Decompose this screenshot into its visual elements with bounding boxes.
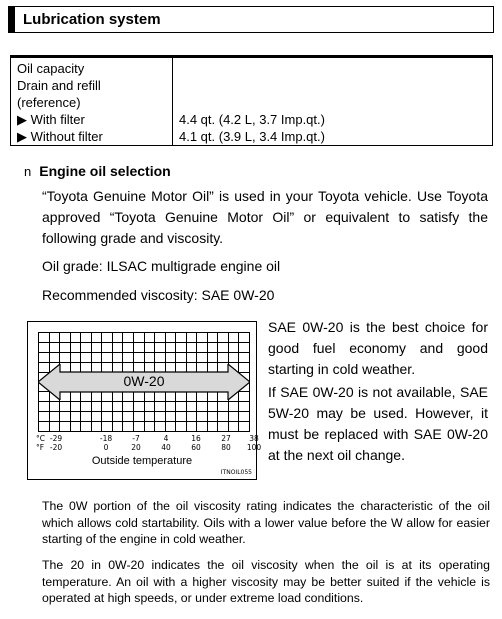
- heading-bullet: n: [24, 164, 32, 179]
- celsius-tick-label: -18: [99, 434, 113, 443]
- spec-label-cell: [11, 58, 173, 145]
- celsius-tick-label: 27: [221, 434, 231, 443]
- spec-value-without-filter: 4.1 qt. (3.9 L, 3.4 Imp.qt.): [179, 129, 325, 144]
- celsius-tick-label: 4: [163, 434, 169, 443]
- section-header: [8, 6, 494, 33]
- fahrenheit-tick-label: 60: [191, 443, 201, 452]
- fahrenheit-tick-label: 40: [161, 443, 171, 452]
- oil-viscosity-text: Recommended viscosity: SAE 0W-20: [42, 287, 275, 303]
- spec-label-line: Oil capacity: [17, 61, 85, 76]
- oil-grade-text: Oil grade: ILSAC multigrade engine oil: [42, 258, 281, 274]
- spec-label-with-filter: ▶ With filter: [17, 112, 85, 127]
- celsius-unit: °C: [36, 434, 45, 443]
- spec-label-line: (reference): [17, 95, 81, 110]
- temperature-scale: [36, 434, 262, 452]
- viscosity-arrow-label: 0W-20: [123, 373, 165, 389]
- oil-intro-paragraph: “Toyota Genuine Motor Oil” is used in your Toyota vehicle. Use Toyota approved “Toyota Genuine Motor Oil” or equivalent to satisfy the following grade and viscosity.: [42, 188, 488, 246]
- fahrenheit-row: [36, 443, 262, 452]
- section-title: Lubrication system: [23, 11, 161, 28]
- fahrenheit-unit: °F: [36, 443, 45, 452]
- diagram-code: ITNOIL055: [220, 469, 252, 476]
- celsius-tick-label: -7: [132, 434, 140, 443]
- viscosity-range-arrow: [38, 364, 250, 400]
- spec-value-with-filter: 4.4 qt. (4.2 L, 3.7 Imp.qt.): [179, 112, 325, 127]
- fahrenheit-tick-label: -20: [49, 443, 63, 452]
- diagram-caption: Outside temperature: [91, 455, 193, 467]
- celsius-tick-label: -29: [49, 434, 63, 443]
- section-header-bar: [9, 7, 15, 32]
- alternative-oil-paragraph: If SAE 0W-20 is not available, SAE 5W-20 may be used. However, it must be replaced with SAE 0W-20 at the next oil change.: [268, 384, 488, 463]
- fahrenheit-tick-label: 0: [103, 443, 109, 452]
- fahrenheit-tick-label: 80: [221, 443, 231, 452]
- heading-text: Engine oil selection: [39, 163, 171, 179]
- viscosity-temperature-diagram: [27, 321, 262, 480]
- celsius-tick-label: 38: [249, 434, 259, 443]
- spec-label-line: Drain and refill: [17, 78, 101, 93]
- cold-start-note: The 0W portion of the oil viscosity rating indicates the characteristic of the oil which allows cold startability. Oils with a lower value before the W allow for easier starting of the engine in cold weather.: [42, 499, 490, 546]
- celsius-tick-label: 16: [191, 434, 201, 443]
- spec-value-cell: [173, 58, 492, 145]
- oil-capacity-table: [10, 55, 493, 146]
- fahrenheit-tick-label: 100: [246, 443, 262, 452]
- engine-oil-heading: [24, 163, 171, 179]
- operating-viscosity-note: The 20 in 0W-20 indicates the oil viscosity when the oil is at its operating temperature. An oil with a higher viscosity may be better suited if the vehicle is operated at high speeds, or under extreme load conditions.: [42, 558, 490, 605]
- celsius-row: [36, 434, 259, 443]
- fahrenheit-tick-label: 20: [131, 443, 141, 452]
- spec-label-without-filter: ▶ Without filter: [17, 129, 103, 144]
- best-choice-paragraph: SAE 0W-20 is the best choice for good fuel economy and good starting in cold weather.: [268, 319, 488, 377]
